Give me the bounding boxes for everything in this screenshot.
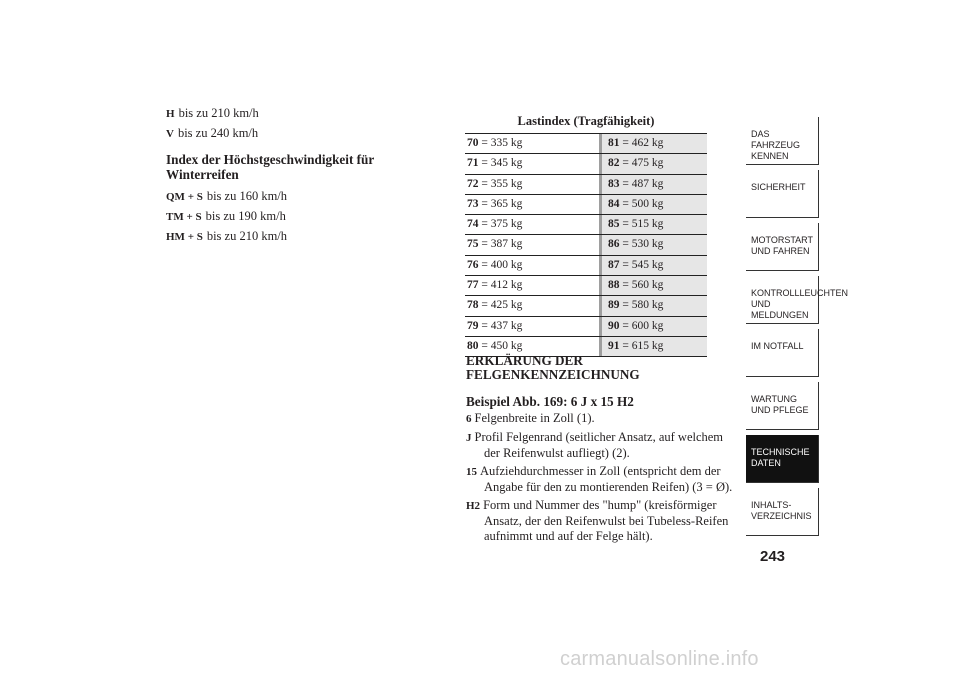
- load-table-row: [465, 175, 707, 195]
- load-table-title: Lastindex (Tragfähigkeit): [517, 114, 655, 128]
- load-cell-right: [599, 296, 707, 315]
- load-index: 90: [608, 319, 620, 332]
- tab-kontrollleuchten[interactable]: KONTROLLLEUCHTEN UND MELDUNGEN: [746, 276, 819, 324]
- load-value: = 515 kg: [622, 218, 664, 231]
- winter-line-tm: TM + S bis zu 190 km/h: [166, 209, 286, 223]
- load-index: 91: [608, 339, 620, 352]
- load-index: 83: [608, 177, 620, 190]
- load-cell-right: [599, 235, 707, 254]
- load-cell-left: [465, 276, 599, 295]
- load-cell-right: [599, 134, 707, 153]
- load-table-row: [465, 296, 707, 316]
- load-value: = 600 kg: [622, 319, 664, 332]
- load-value: = 615 kg: [622, 339, 664, 352]
- left-column: [166, 104, 416, 247]
- load-value: = 355 kg: [481, 177, 523, 190]
- load-cell-right: [599, 256, 707, 275]
- load-table-row: [465, 133, 707, 154]
- load-cell-right: [599, 215, 707, 234]
- load-index: 87: [608, 258, 620, 271]
- tab-das-fahrzeug-kennen[interactable]: DAS FAHRZEUG KENNEN: [746, 117, 819, 165]
- rim-explanation: [466, 354, 741, 547]
- load-cell-left: [465, 317, 599, 336]
- winter-line-hm: HM + S bis zu 210 km/h: [166, 229, 288, 243]
- load-value: = 500 kg: [622, 197, 664, 210]
- watermark: carmanualsonline.info: [560, 648, 759, 670]
- explanation-title: ERKLÄRUNG DER FELGENKENNZEICHNUNG: [466, 353, 640, 382]
- load-value: = 545 kg: [622, 258, 664, 271]
- page-number: 243: [760, 548, 786, 565]
- load-index-table: [465, 133, 707, 357]
- load-cell-right: [599, 276, 707, 295]
- load-index: 71: [467, 157, 479, 170]
- load-index: 76: [467, 258, 479, 271]
- tab-inhaltsverzeichnis[interactable]: INHALTS-VERZEICHNIS: [746, 488, 819, 536]
- load-value: = 560 kg: [622, 279, 664, 292]
- load-value: = 462 kg: [622, 137, 664, 149]
- load-table-row: [465, 195, 707, 215]
- load-index: 85: [608, 218, 620, 231]
- load-table-row: [465, 276, 707, 296]
- load-index: 79: [467, 319, 479, 332]
- load-cell-left: [465, 195, 599, 214]
- load-value: = 375 kg: [481, 218, 523, 231]
- load-index: 84: [608, 197, 620, 210]
- load-cell-left: [465, 296, 599, 315]
- load-value: = 425 kg: [481, 299, 523, 312]
- load-value: = 450 kg: [481, 339, 523, 352]
- load-cell-left: [465, 235, 599, 254]
- load-index: 75: [467, 238, 479, 251]
- load-cell-left: [465, 215, 599, 234]
- load-index: 74: [467, 218, 479, 231]
- speed-line-h: H bis zu 210 km/h: [166, 106, 259, 120]
- load-value: = 437 kg: [481, 319, 523, 332]
- load-index: 78: [467, 299, 479, 312]
- load-value: = 412 kg: [481, 279, 523, 292]
- load-index: 77: [467, 279, 479, 292]
- tab-motorstart-und-fahren[interactable]: MOTORSTART UND FAHREN: [746, 223, 819, 271]
- load-table-row: [465, 215, 707, 235]
- load-index: 86: [608, 238, 620, 251]
- load-index: 88: [608, 279, 620, 292]
- load-table-row: [465, 256, 707, 276]
- load-index: 72: [467, 177, 479, 190]
- explanation-item: H2 Form und Nummer des "hump" (kreisförmiger Ansatz, der den Reifenwulst bei Tubeless-Reifen aufnimmt und auf der Felge hält).: [466, 498, 729, 543]
- explanation-item: 15 Aufziehdurchmesser in Zoll (entspricht dem der Angabe für den zu montierenden Reifen) (3 = Ø).: [466, 464, 733, 494]
- tab-wartung-und-pflege[interactable]: WARTUNG UND PFLEGE: [746, 382, 819, 430]
- winter-heading: Index der Höchstgeschwindigkeit für Winterreifen: [166, 152, 374, 182]
- load-value: = 365 kg: [481, 197, 523, 210]
- load-cell-right: [599, 317, 707, 336]
- load-index: 73: [467, 197, 479, 210]
- load-cell-right: [599, 175, 707, 194]
- load-value: = 387 kg: [481, 238, 523, 251]
- speed-line-v: V bis zu 240 km/h: [166, 126, 259, 140]
- load-cell-left: [465, 256, 599, 275]
- tab-sicherheit[interactable]: SICHERHEIT: [746, 170, 819, 218]
- explanation-item: 6 Felgenbreite in Zoll (1).: [466, 411, 595, 425]
- load-table-row: [465, 235, 707, 255]
- winter-line-qm: QM + S bis zu 160 km/h: [166, 189, 288, 203]
- load-index: 80: [467, 339, 479, 352]
- load-table-row: [465, 154, 707, 174]
- load-index: 81: [608, 137, 620, 149]
- load-index: 89: [608, 299, 620, 312]
- load-index: 82: [608, 157, 620, 170]
- explanation-example: Beispiel Abb. 169: 6 J x 15 H2: [466, 394, 634, 409]
- load-value: = 475 kg: [622, 157, 664, 170]
- load-cell-right: [599, 195, 707, 214]
- load-index: 70: [467, 137, 479, 149]
- load-cell-left: [465, 175, 599, 194]
- chapter-tabs: [746, 117, 849, 541]
- load-cell-right: [599, 154, 707, 173]
- tab-technische-daten[interactable]: TECHNISCHE DATEN: [746, 435, 819, 483]
- load-value: = 345 kg: [481, 157, 523, 170]
- load-value: = 530 kg: [622, 238, 664, 251]
- load-value: = 400 kg: [481, 258, 523, 271]
- load-cell-left: [465, 134, 599, 153]
- tab-im-notfall[interactable]: IM NOTFALL: [746, 329, 819, 377]
- load-value: = 487 kg: [622, 177, 664, 190]
- load-value: = 580 kg: [622, 299, 664, 312]
- load-value: = 335 kg: [481, 137, 523, 149]
- load-table-row: [465, 317, 707, 337]
- load-cell-left: [465, 154, 599, 173]
- explanation-item: J Profil Felgenrand (seitlicher Ansatz, auf welchem der Reifenwulst aufliegt) (2).: [466, 430, 724, 460]
